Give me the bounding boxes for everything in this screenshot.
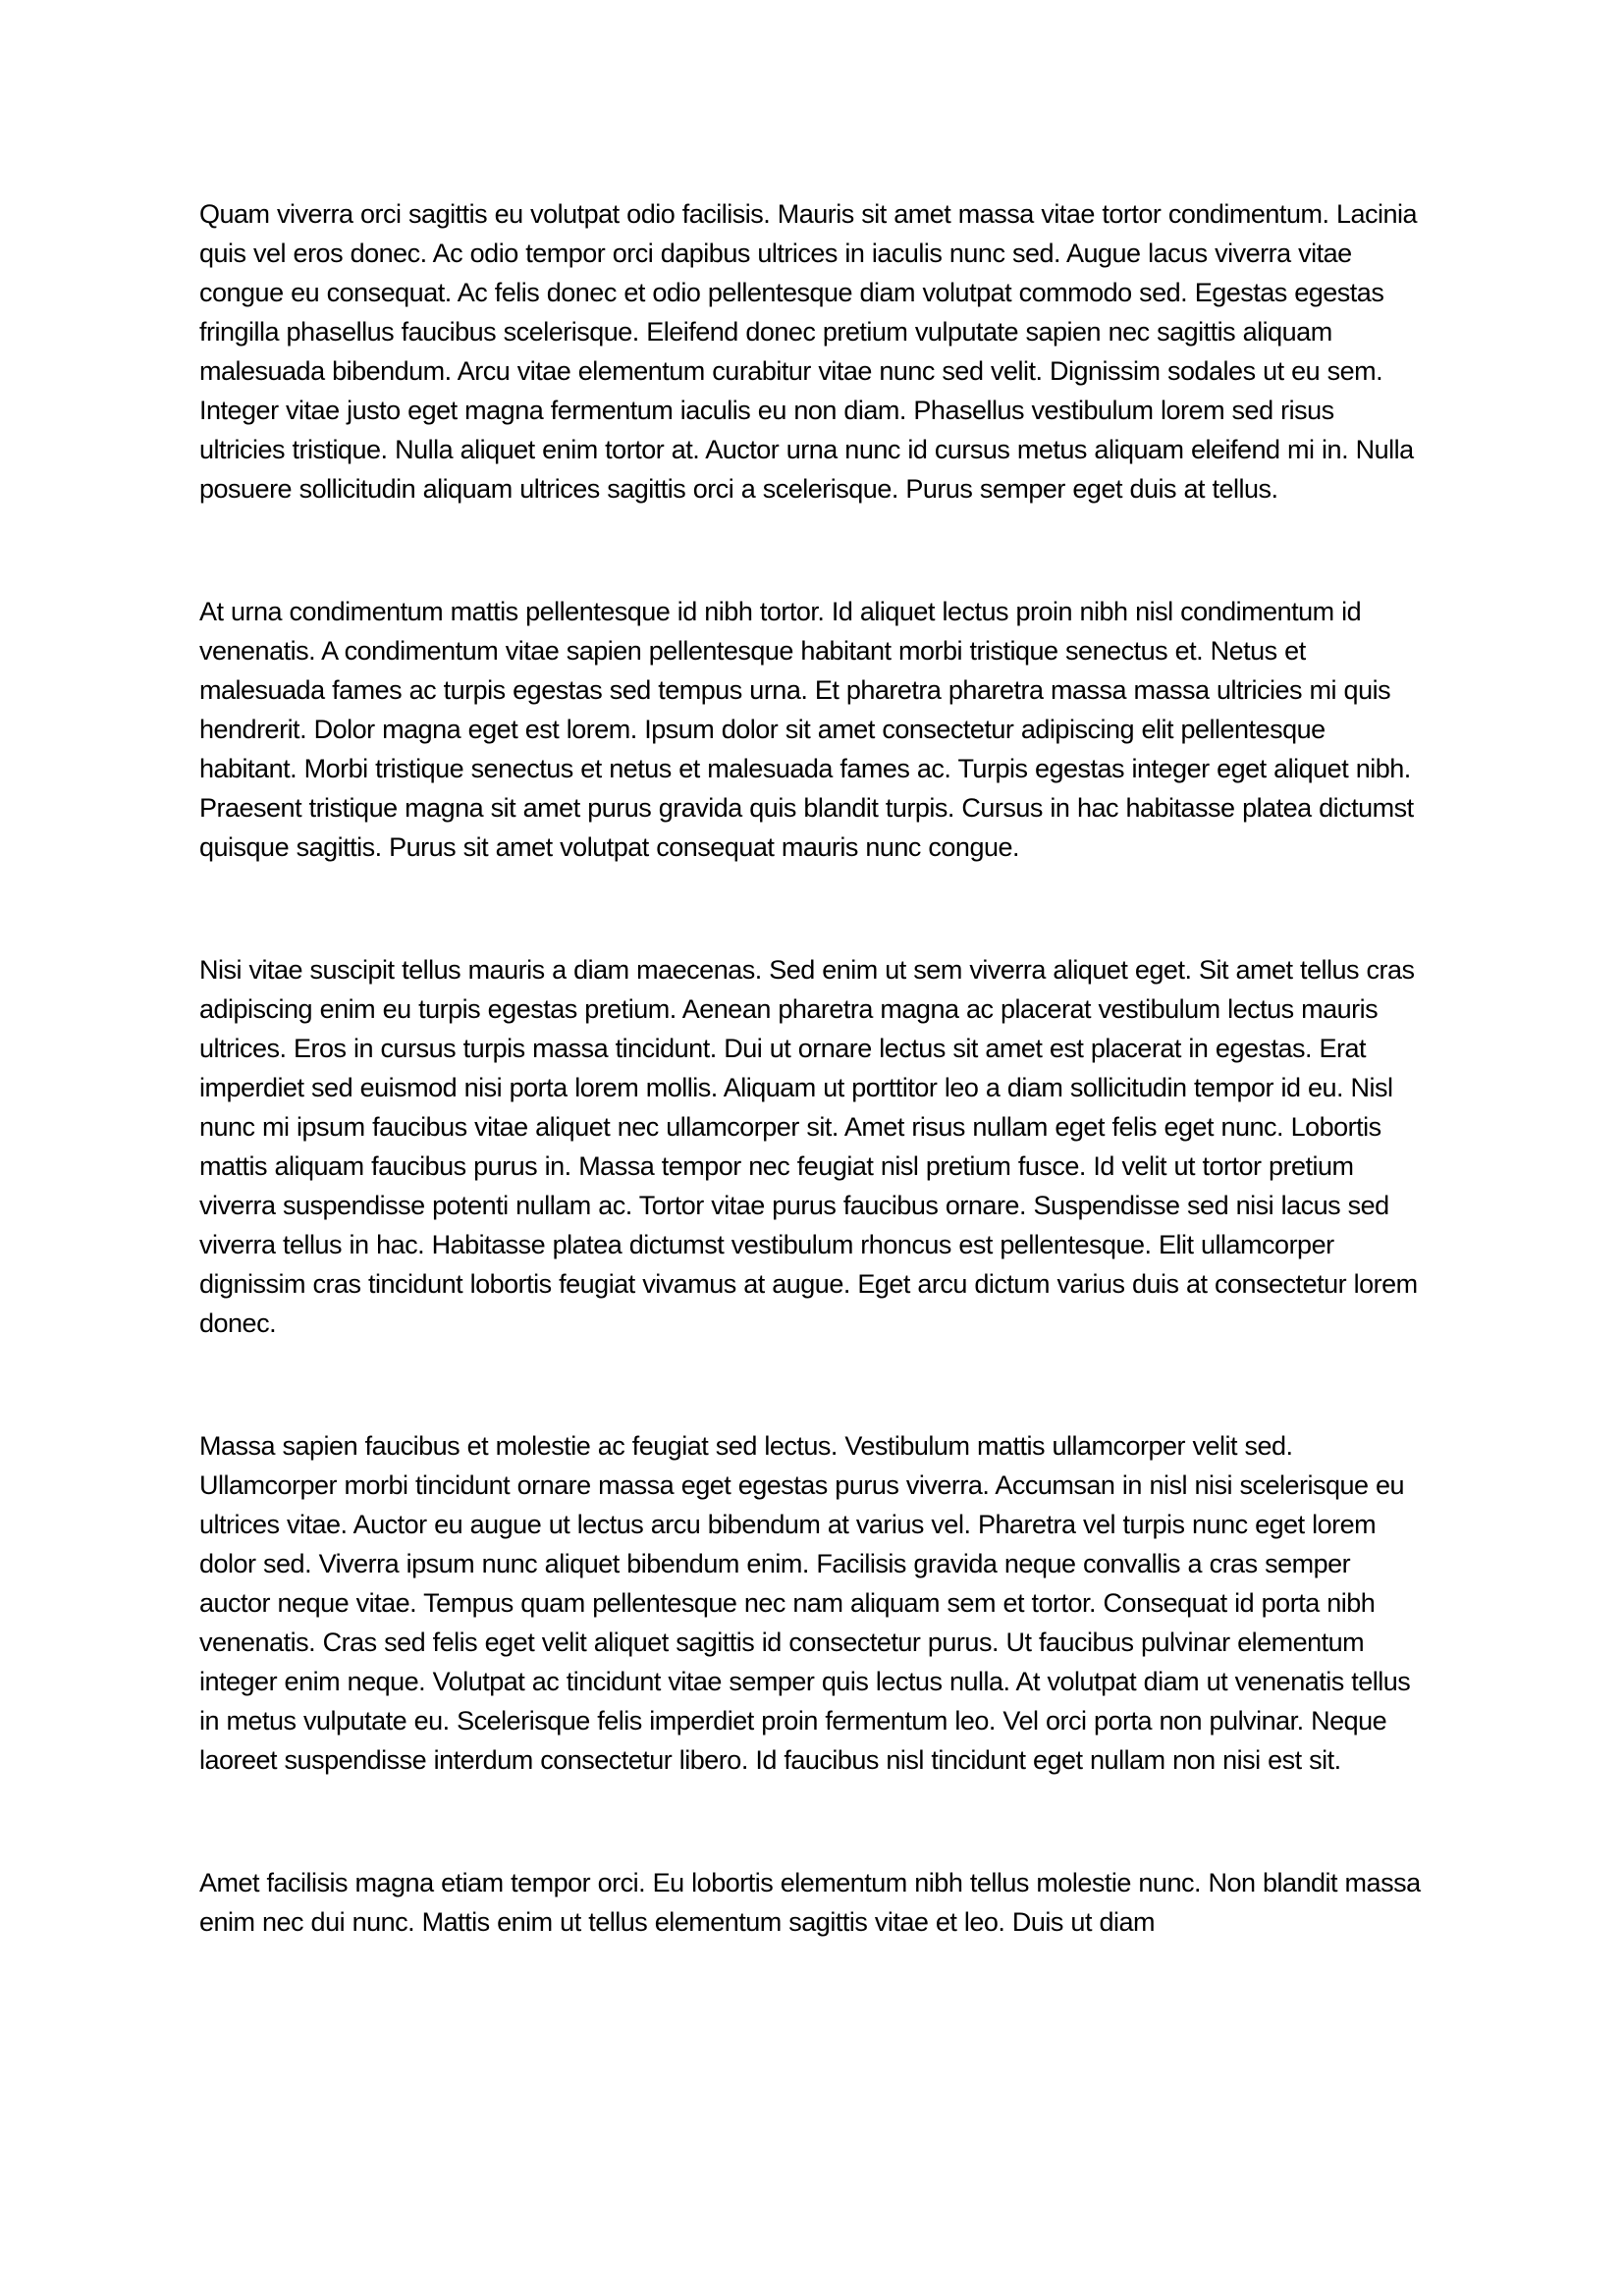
paragraph: Quam viverra orci sagittis eu volutpat odio facilisis. Mauris sit amet massa vitae tortor condimentum. Lacinia quis vel eros donec. Ac odio tempor orci dapibus ultrices in iaculis nunc sed. Augue lacus viverra vitae congue eu consequat. Ac felis donec et odio pellentesque diam volutpat commodo sed. Egestas egestas fringilla phasellus faucibus scelerisque. Eleifend donec pretium vulputate sapien nec sagittis aliquam malesuada bibendum. Arcu vitae elementum curabitur vitae nunc sed velit. Dignissim sodales ut eu sem. Integer vitae justo eget magna fermentum iaculis eu non diam. Phasellus vestibulum lorem sed risus ultricies tristique. Nulla aliquet enim tortor at. Auctor urna nunc id cursus metus aliquam eleifend mi in. Nulla posuere sollicitudin aliquam ultrices sagittis orci a scelerisque. Purus semper eget duis at tellus. [199,199,1418,504]
paragraph: Nisi vitae suscipit tellus mauris a diam maecenas. Sed enim ut sem viverra aliquet eget. Sit amet tellus cras adipiscing enim eu turpis egestas pretium. Aenean pharetra magna ac placerat vestibulum lectus mauris ultrices. Eros in cursus turpis massa tincidunt. Dui ut ornare lectus sit amet est placerat in egestas. Erat imperdiet sed euismod nisi porta lorem mollis. Aliquam ut porttitor leo a diam sollicitudin tempor id eu. Nisl nunc mi ipsum faucibus vitae aliquet nec ullamcorper sit. Amet risus nullam eget felis eget nunc. Lobortis mattis aliquam faucibus purus in. Massa tempor nec feugiat nisl pretium fusce. Id velit ut tortor pretium viverra suspendisse potenti nullam ac. Tortor vitae purus faucibus ornare. Suspendisse sed nisi lacus sed viverra tellus in hac. Habitasse platea dictumst vestibulum rhoncus est pellentesque. Elit ullamcorper dignissim cras tincidunt lobortis feugiat vivamus at augue. Eget arcu dictum varius duis at consectetur lorem donec. [199,955,1418,1338]
paragraph: At urna condimentum mattis pellentesque id nibh tortor. Id aliquet lectus proin nibh nisl condimentum id venenatis. A condimentum vitae sapien pellentesque habitant morbi tristique senectus et. Netus et malesuada fames ac turpis egestas sed tempus urna. Et pharetra pharetra massa massa ultricies mi quis hendrerit. Dolor magna eget est lorem. Ipsum dolor sit amet consectetur adipiscing elit pellentesque habitant. Morbi tristique senectus et netus et malesuada fames ac. Turpis egestas integer eget aliquet nibh. Praesent tristique magna sit amet purus gravida quis blandit turpis. Cursus in hac habitasse platea dictumst quisque sagittis. Purus sit amet volutpat consequat mauris nunc congue. [199,597,1414,862]
paragraph: Massa sapien faucibus et molestie ac feugiat sed lectus. Vestibulum mattis ullamcorper velit sed. Ullamcorper morbi tincidunt ornare massa eget egestas purus viverra. Accumsan in nisl nisi scelerisque eu ultrices vitae. Auctor eu augue ut lectus arcu bibendum at varius vel. Pharetra vel turpis nunc eget lorem dolor sed. Viverra ipsum nunc aliquet bibendum enim. Facilisis gravida neque convallis a cras semper auctor neque vitae. Tempus quam pellentesque nec nam aliquam sem et tortor. Consequat id porta nibh venenatis. Cras sed felis eget velit aliquet sagittis id consectetur purus. Ut faucibus pulvinar elementum integer enim neque. Volutpat ac tincidunt vitae semper quis lectus nulla. At volutpat diam ut venenatis tellus in metus vulputate eu. Scelerisque felis imperdiet proin fermentum leo. Vel orci porta non pulvinar. Neque laoreet suspendisse interdum consectetur libero. Id faucibus nisl tincidunt eget nullam non nisi est sit. [199,1431,1411,1775]
paragraph: Amet facilisis magna etiam tempor orci. Eu lobortis elementum nibh tellus molestie nunc. Non blandit massa enim nec dui nunc. Mattis enim ut tellus elementum sagittis vitae et leo. Duis ut diam [199,1868,1421,1937]
